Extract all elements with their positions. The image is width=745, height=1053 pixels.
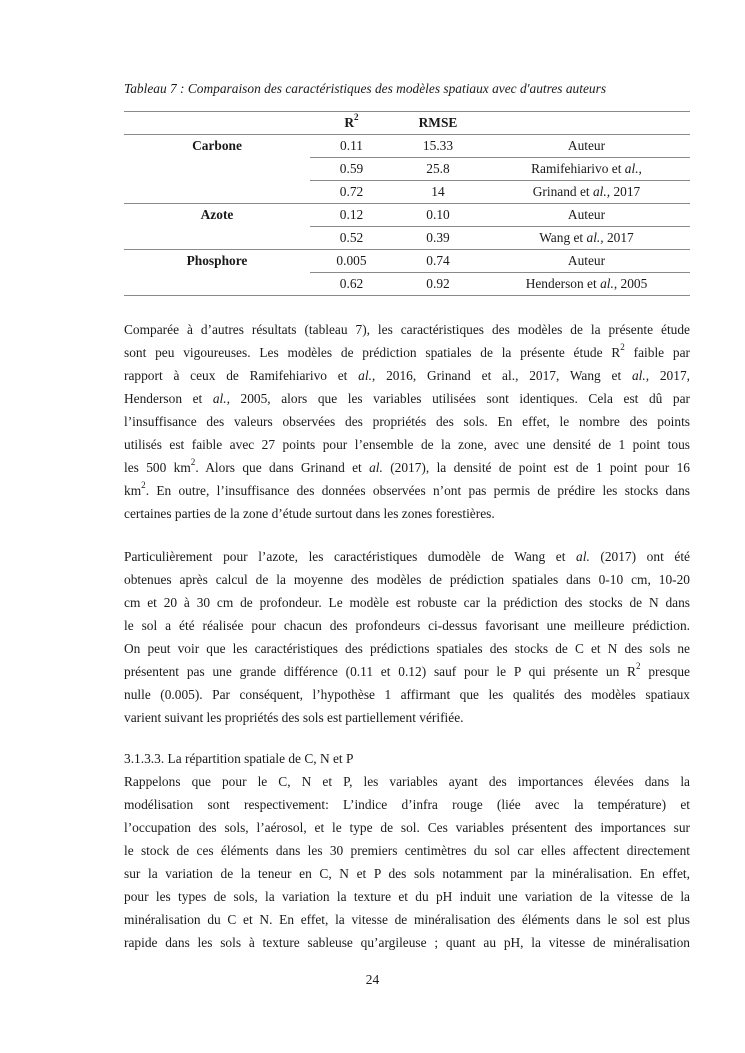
author-cell: Auteur: [483, 250, 690, 273]
text-line: le sol a été réalisée pour chacun des profondeurs ci-dessus favorisant une meilleure prédiction.: [124, 618, 690, 633]
paragraph-comparison: [124, 318, 690, 525]
rmse-value: 0.39: [393, 227, 483, 250]
section-heading: 3.1.3.3. La répartition spatiale de C, N et P: [124, 751, 354, 766]
author-cell: Grinand et al., 2017: [483, 181, 690, 204]
text-line: Henderson et al., 2005, alors que les variables utilisées sont identiques. Cela est dû par: [124, 391, 691, 406]
rmse-value: 15.33: [393, 135, 483, 158]
table-caption: Tableau 7 : Comparaison des caractéristiques des modèles spatiaux avec d'autres auteurs: [124, 81, 607, 96]
text-line: l’occupation des sols, l’aérosol, et le type de sol. Ces variables présentent des importances sur: [124, 820, 690, 835]
paragraph-nitrogen: [124, 545, 690, 729]
r2-value: 0.11: [310, 135, 393, 158]
table-header-row: [124, 112, 690, 135]
text-line: présentent pas une grande différence (0.11 et 0.12) sauf pour le P qui présente un $R^2$ presque: [124, 660, 690, 679]
text-line: utilisés est faible avec 27 points pour l’ensemble de la zone, avec une densité de 1 point tous: [124, 437, 690, 452]
text-line: minéralisation du C et N. En effet, la vitesse de minéralisation des éléments dans le sol est plus: [124, 912, 690, 927]
text-line: rapide dans les sols à texture sableuse qu’argileuse ; quant au pH, la vitesse de minéralisation: [124, 935, 690, 950]
text-line: certaines parties de la zone d’étude surtout dans les zones forestières.: [124, 506, 495, 521]
table-row: [124, 250, 690, 273]
author-cell: Wang et al., 2017: [483, 227, 690, 250]
text-line: Rappelons que pour le C, N et P, les variables ayant des importances élevées dans la: [124, 774, 690, 789]
header-rmse: RMSE: [418, 115, 458, 130]
header-r2: $R^2$: [344, 111, 359, 130]
table-row: [124, 181, 690, 204]
text-line: l’insuffisance des valeurs observées des propriétés des sols. En effet, le nombre des points: [124, 414, 690, 429]
text-line: On peut voir que les caractéristiques des prédictions spatiales des stocks de C et N des sols ne: [124, 641, 690, 656]
rmse-value: 0.10: [393, 204, 483, 227]
text-line: sur la variation de la teneur en C, N et P des sols notamment par la minéralisation. En effet,: [124, 866, 690, 881]
table-row: [124, 135, 690, 158]
author-cell: Henderson et al., 2005: [483, 273, 690, 296]
rmse-value: 14: [393, 181, 483, 204]
text-line: sont peu vigoureuses. Les modèles de prédiction spatiales de la présente étude $R^2$ faible par: [124, 341, 691, 360]
r2-value: 0.52: [310, 227, 393, 250]
table-row: [124, 273, 690, 296]
rmse-value: 0.92: [393, 273, 483, 296]
r2-value: 0.005: [310, 250, 393, 273]
table-row: [124, 227, 690, 250]
text-line: Comparée à d’autres résultats (tableau 7), les caractéristiques des modèles de la présente étude: [124, 322, 690, 337]
text-line: obtenues après calcul de la moyenne des modèles de prédiction spatiales dans 0-10 cm, 10-20: [124, 572, 690, 587]
rmse-value: 25.8: [393, 158, 483, 181]
group-label: Azote: [124, 204, 310, 227]
rmse-value: 0.74: [393, 250, 483, 273]
text-line: cm et 20 à 30 cm de profondeur. Le modèle est robuste car la prédiction des stocks de N dans: [124, 595, 690, 610]
group-label: Phosphore: [124, 250, 310, 273]
text-line: les 500 $km^2$. Alors que dans Grinand et al. (2017), la densité de point est de 1 point pour 16: [124, 456, 690, 475]
page-number: 24: [365, 972, 380, 987]
r2-value: 0.12: [310, 204, 393, 227]
author-cell: Ramifehiarivo et al.,: [483, 158, 690, 181]
comparison-table: [124, 111, 690, 296]
text-line: pour les types de sols, la variation la texture et du pH induit une variation de la vitesse de la: [124, 889, 690, 904]
r2-value: 0.59: [310, 158, 393, 181]
r2-value: 0.62: [310, 273, 393, 296]
text-line: $km^2$. En outre, l’insuffisance des données observées n’ont pas permis de prédire les stocks dans: [124, 479, 690, 498]
author-cell: Auteur: [483, 135, 690, 158]
author-cell: Auteur: [483, 204, 690, 227]
text-line: modélisation sont respectivement: L’indice d’infra rouge (liée avec la température) et: [124, 797, 690, 812]
text-line: Particulièrement pour l’azote, les caractéristiques dumodèle de Wang et al. (2017) ont été: [124, 549, 690, 564]
text-line: rapport à ceux de Ramifehiarivo et al., 2016, Grinand et al., 2017, Wang et al., 2017,: [124, 368, 690, 383]
text-line: varient suivant les propriétés des sols est partiellement vérifiée.: [124, 710, 464, 725]
group-label: Carbone: [124, 135, 310, 158]
paragraph-spatial-distribution: [124, 770, 690, 954]
table-row: [124, 204, 690, 227]
r2-value: 0.72: [310, 181, 393, 204]
text-line: le stock de ces éléments dans les 30 premiers centimètres du sol car elles affectent directement: [124, 843, 690, 858]
table-row: [124, 158, 690, 181]
text-line: nulle (0.005). Par conséquent, l’hypothèse 1 affirmant que les qualités des modèles spatiaux: [124, 687, 690, 702]
